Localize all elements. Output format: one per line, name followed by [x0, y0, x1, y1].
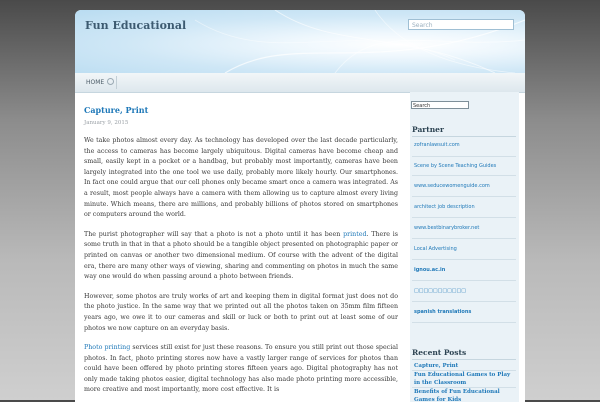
recent-post-link[interactable]: Benefits of Fun Educational Games for Kids: [412, 388, 516, 402]
post-paragraph-4: [84, 343, 398, 396]
sidebar: [410, 92, 519, 402]
post-paragraph-3: However, some photos are truly works of art and keeping them in digital format just does not do the photo justice. In the same way that we printed out all the photos taken on 35mm film fifteen years ago, we owe it to our cameras and skill or luck or both to print out at least some of our photos we now capture on an everyday basis.: [84, 292, 398, 332]
site-header: [75, 10, 525, 73]
partner-list: [412, 138, 516, 323]
sidebar-search-input[interactable]: Search: [411, 101, 469, 109]
photo-printing-link[interactable]: Photo printing: [84, 344, 131, 352]
partner-link[interactable]: www.seducewomenguide.com: [412, 176, 516, 197]
recent-post-link[interactable]: Capture, Print: [412, 362, 516, 371]
post-paragraph-2: [84, 230, 398, 283]
site-title[interactable]: Fun Educational: [85, 19, 187, 32]
post-date: January 9, 2015: [84, 120, 129, 126]
partner-link[interactable]: Scene by Scene Teaching Guides: [412, 157, 516, 176]
partner-link[interactable]: www.bestbinarybroker.net: [412, 218, 516, 239]
recent-post-link[interactable]: Fun Educational Games to Play in the Classroom: [412, 371, 516, 388]
page-container: [75, 10, 525, 402]
recent-posts-heading: Recent Posts: [412, 348, 516, 360]
circle-icon: [107, 78, 114, 85]
partner-link[interactable]: architect job description: [412, 197, 516, 218]
paragraph-text: . There is some truth in that in that a photo should be a tangible object presented on photographic paper or printed on canvas or another two dimensional medium. Of course with the advent of the digital era, there are many other ways of viewing, sharing and commenting on photos in much the same way one would do when passing around a photo between friends.: [84, 230, 398, 281]
partner-link[interactable]: spanish translations: [412, 302, 516, 323]
partner-heading: Partner: [412, 125, 516, 137]
post-content: [84, 105, 398, 396]
nav-home-link[interactable]: HOME: [86, 79, 105, 86]
partner-link[interactable]: zofranlawsuit.com: [412, 138, 516, 157]
nav-divider: [116, 76, 117, 89]
header-search-input[interactable]: Search: [408, 19, 514, 30]
paragraph-text: The purist photographer will say that a photo is not a photo until it has been: [84, 230, 344, 238]
recent-posts-list: [412, 362, 516, 402]
partner-link[interactable]: Local Advertising: [412, 239, 516, 260]
paragraph-text: services still exist for just these reasons. To ensure you still print out those special photos. In fact, photo printing stores now have a vastly larger range of services for photos than could have been offered by photo printing stores fifteen years ago. Digital photography has not only made taking photos easier, digital technology has also made photo printing more accessible, more creative and most importantly, more cost effective. It is: [84, 344, 398, 394]
partner-link[interactable]: □□□□□□□□□□□: [412, 281, 516, 302]
printed-link[interactable]: printed: [343, 230, 367, 238]
post-paragraph-1: We take photos almost every day. As technology has developed over the last decade particularly, the access to cameras has become largely ubiquitous. Digital cameras have become cheap and small, easily kept in a pocket or a handbag, but probably most importantly, cameras have been largely integrated into the one tool we use daily, probably more likely hourly. Our smartphones. In fact one could argue that our cell phones only became smart once a camera was integrated. As a result, most people always have a camera with them allowing us to capture almost every living minute. Which means, there are millions, and probably billions of photos stored on smartphones or computers around the world.: [84, 137, 398, 219]
main-nav: [75, 73, 525, 93]
post-title[interactable]: Capture, Print: [84, 105, 149, 115]
partner-link[interactable]: ignou.ac.in: [412, 260, 516, 281]
